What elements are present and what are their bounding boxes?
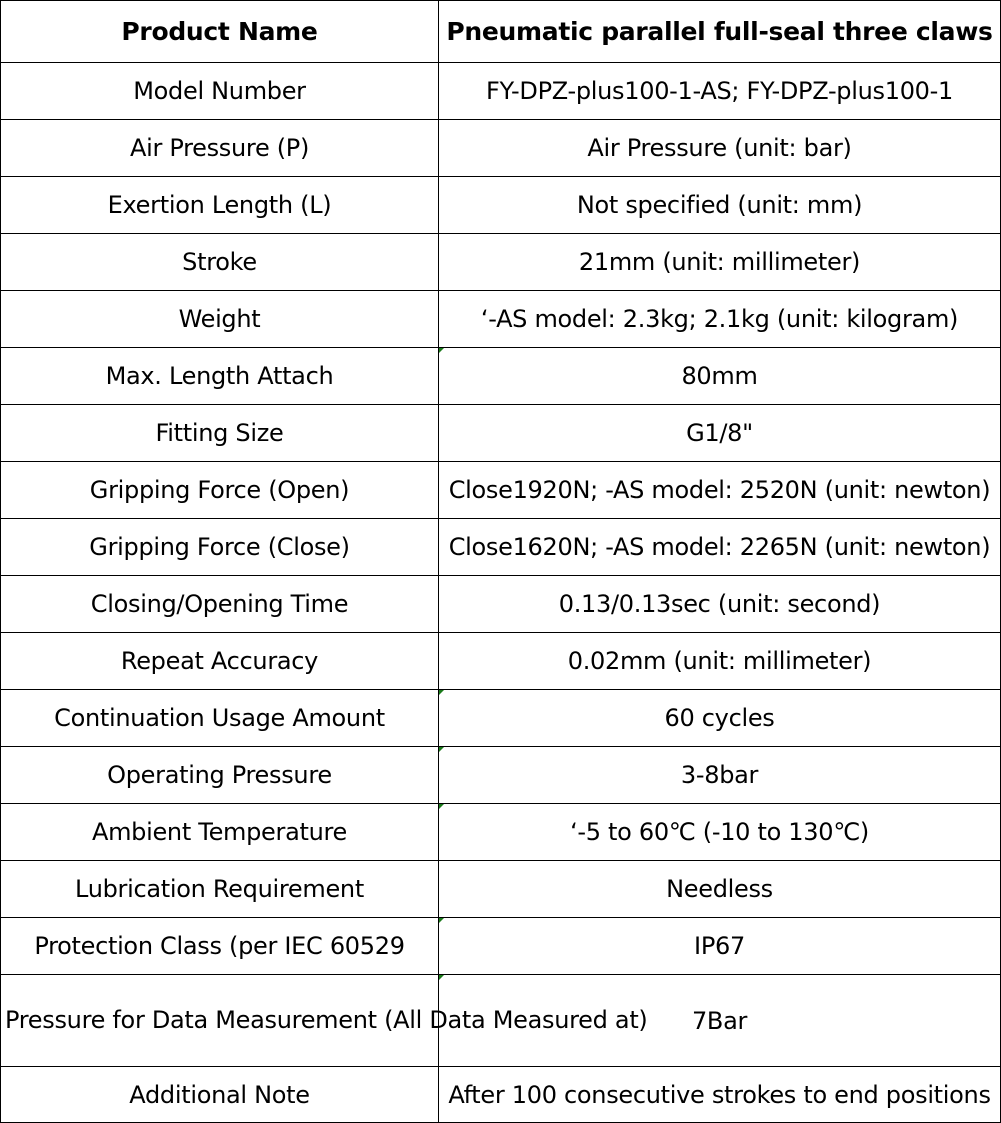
row-label: Exertion Length (L) [1, 177, 439, 234]
row-value [439, 918, 1001, 975]
table-row [1, 348, 1001, 405]
row-label: Closing/Opening Time [1, 576, 439, 633]
row-value-text: ‘-5 to 60℃ (-10 to 130℃) [570, 818, 869, 846]
header-name-label: Product Name [1, 1, 439, 63]
row-value: Close1920N; -AS model: 2520N (unit: newton) [439, 462, 1001, 519]
row-label: Gripping Force (Close) [1, 519, 439, 576]
row-label: Fitting Size [1, 405, 439, 462]
row-value [439, 804, 1001, 861]
row-value: Not specified (unit: mm) [439, 177, 1001, 234]
cell-marker-icon [439, 690, 444, 695]
table-row [1, 63, 1001, 120]
cell-marker-icon [439, 918, 444, 923]
table-row [1, 975, 1001, 1067]
table-row [1, 519, 1001, 576]
row-value: ‘-AS model: 2.3kg; 2.1kg (unit: kilogram) [439, 291, 1001, 348]
row-label: Pressure for Data Measurement (All Data Measured at) [1, 975, 439, 1067]
row-value: G1/8" [439, 405, 1001, 462]
row-value: After 100 consecutive strokes to end positions [439, 1067, 1001, 1123]
table-header-row [1, 1, 1001, 63]
table-row [1, 690, 1001, 747]
row-label: Continuation Usage Amount [1, 690, 439, 747]
row-value-text: 60 cycles [664, 704, 775, 732]
cell-marker-icon [439, 975, 444, 980]
row-value-text: 3-8bar [680, 761, 759, 789]
row-value-text: IP67 [694, 932, 745, 960]
row-label: Air Pressure (P) [1, 120, 439, 177]
row-label: Max. Length Attach [1, 348, 439, 405]
row-value-text: 80mm [681, 362, 758, 390]
row-label: Stroke [1, 234, 439, 291]
table-row [1, 120, 1001, 177]
row-label: Ambient Temperature [1, 804, 439, 861]
row-value: 0.13/0.13sec (unit: second) [439, 576, 1001, 633]
table-row [1, 462, 1001, 519]
row-value: 0.02mm (unit: millimeter) [439, 633, 1001, 690]
row-value: Air Pressure (unit: bar) [439, 120, 1001, 177]
row-value [439, 690, 1001, 747]
row-value [439, 747, 1001, 804]
row-value [439, 348, 1001, 405]
table-row [1, 633, 1001, 690]
table-row [1, 861, 1001, 918]
row-value: FY-DPZ-plus100-1-AS; FY-DPZ-plus100-1 [439, 63, 1001, 120]
table-row [1, 576, 1001, 633]
table-row [1, 918, 1001, 975]
table-row [1, 747, 1001, 804]
table-row [1, 405, 1001, 462]
row-value: Needless [439, 861, 1001, 918]
row-label: Weight [1, 291, 439, 348]
row-value [439, 975, 1001, 1067]
row-label: Model Number [1, 63, 439, 120]
cell-marker-icon [439, 348, 444, 353]
row-label: Additional Note [1, 1067, 439, 1123]
row-label: Repeat Accuracy [1, 633, 439, 690]
table-row [1, 234, 1001, 291]
row-value: Close1620N; -AS model: 2265N (unit: newton) [439, 519, 1001, 576]
row-label: Operating Pressure [1, 747, 439, 804]
row-label: Protection Class (per IEC 60529 [1, 918, 439, 975]
cell-marker-icon [439, 804, 444, 809]
cell-marker-icon [439, 747, 444, 752]
row-value-text: 7Bar [691, 1006, 748, 1035]
row-value: 21mm (unit: millimeter) [439, 234, 1001, 291]
table-row [1, 291, 1001, 348]
header-value-label: Pneumatic parallel full-seal three claws [439, 1, 1001, 63]
table-row [1, 1067, 1001, 1123]
table-row [1, 177, 1001, 234]
row-label: Gripping Force (Open) [1, 462, 439, 519]
row-label: Lubrication Requirement [1, 861, 439, 918]
table-row [1, 804, 1001, 861]
